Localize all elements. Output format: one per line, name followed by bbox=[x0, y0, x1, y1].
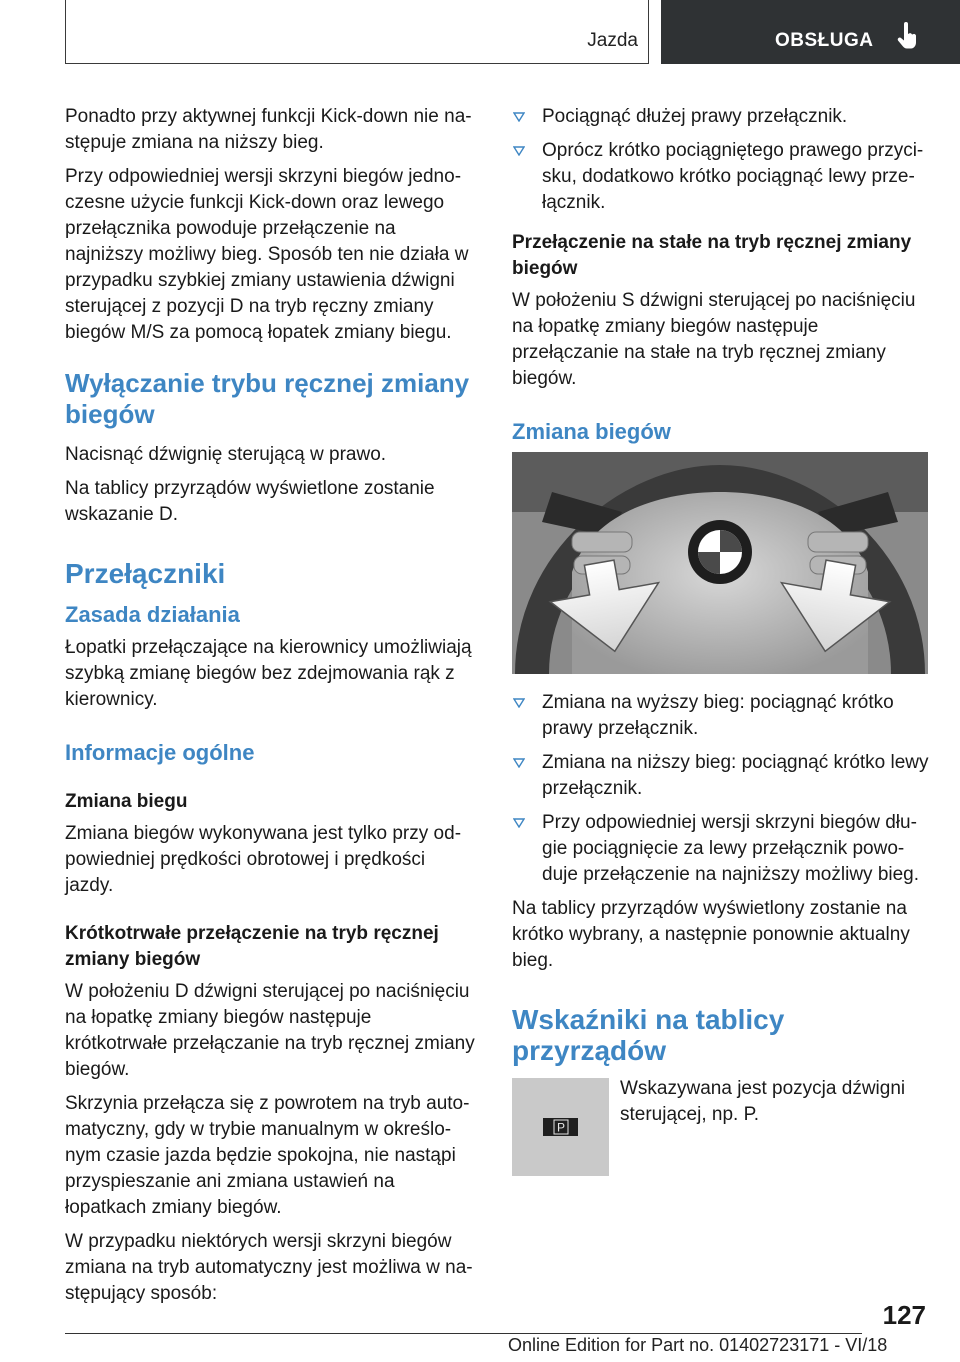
header-chapter-tab bbox=[661, 0, 960, 64]
page-number: 127 bbox=[882, 1300, 926, 1330]
triangle-bullet-icon bbox=[513, 818, 525, 828]
triangle-bullet-icon bbox=[513, 698, 525, 708]
right-column bbox=[512, 104, 930, 1178]
heading-principle: Zasada działania bbox=[65, 602, 240, 627]
list-item bbox=[512, 750, 930, 802]
heading-instrument-indicators: Wskaźniki na tablicy przyrządów bbox=[512, 1004, 785, 1066]
footer-divider bbox=[65, 1333, 862, 1334]
list-item-text: Zmiana na wyższy bieg: pociągnąć krótko prawy przełącznik. bbox=[542, 692, 894, 739]
paragraph: W przypadku niektórych wersji skrzyni biegów zmiana na tryb automatyczny jest możliwa w następujący sposób: bbox=[65, 1231, 473, 1304]
list-item-text: Przy odpowiedniej wersji skrzyni biegów długie pociągnięcie za lewy przełącznik powoduje przełączenie na najniższy możliwy bieg. bbox=[542, 812, 920, 885]
list-item-text: Zmiana na niższy bieg: pociągnąć krótko lewy przełącznik. bbox=[542, 752, 929, 799]
heading-general-info: Informacje ogólne bbox=[65, 740, 255, 765]
bullet-list bbox=[512, 104, 930, 216]
footer-edition: Online Edition for Part no. 01402723171 - VI/18 bbox=[508, 1335, 888, 1355]
list-item-text: Oprócz krótko pociągniętego prawego przycisku, dodatkowo krótko pociągnąć lewy przełącznik. bbox=[542, 140, 924, 213]
paragraph: Zmiana biegów wykonywana jest tylko przy odpowiedniej prędkości obrotowej i prędkości jazdy. bbox=[65, 823, 462, 896]
list-item-text: Pociągnąć dłużej prawy przełącznik. bbox=[542, 106, 848, 127]
indicator-description: Wskazywana jest pozycja dźwigni sterującej, np. P. bbox=[620, 1078, 906, 1125]
triangle-bullet-icon bbox=[513, 112, 525, 122]
triangle-bullet-icon bbox=[513, 146, 525, 156]
paragraph: Ponadto przy aktywnej funkcji Kick-down nie następuje zmiana na niższy bieg. bbox=[65, 106, 472, 153]
list-item bbox=[512, 104, 930, 130]
list-item bbox=[512, 690, 930, 742]
paragraph: Na tablicy przyrządów wyświetlony zostanie na krótko wybrany, a następnie ponownie aktualny bieg. bbox=[512, 898, 910, 971]
paragraph: W położeniu D dźwigni sterującej po naciśnięciu na łopatkę zmiany biegów następuje krótkotrwałe przełączanie na tryb ręcznej zmiany biegów. bbox=[65, 981, 475, 1080]
paragraph: W położeniu S dźwigni sterującej po naciśnięciu na łopatkę zmiany biegów następuje przełączanie na stałe na tryb ręcznej zmiany biegów. bbox=[512, 290, 916, 389]
paragraph: Na tablicy przyrządów wyświetlone zostanie wskazanie D. bbox=[65, 478, 435, 525]
hand-pointer-icon bbox=[897, 22, 919, 57]
heading-disable-manual: Wyłączanie trybu ręcznej zmiany biegów bbox=[65, 368, 470, 429]
header-section-title: Jazda bbox=[587, 30, 638, 51]
list-item bbox=[512, 138, 930, 216]
paragraph: Skrzynia przełącza się z powrotem na tryb automatyczny, gdy w trybie manualnym w określonym czasie jazda będzie spokojna, nie nastąpi przyspieszanie ani zmiana ustawień na łopatkach zmiany biegów. bbox=[65, 1093, 470, 1218]
steering-wheel-illustration bbox=[512, 452, 928, 674]
paragraph: Przy odpowiedniej wersji skrzyni biegów jednoczesne użycie funkcji Kick-down oraz lewego przełącznika powoduje przełączenie na najniższy możliwy bieg. Sposób ten nie działa w przypadku szybkiej zmiany ustawienia dźwigni sterującej z pozycji D na tryb ręczny zmiany biegów M/S za pomocą łopatek zmiany biegu. bbox=[65, 166, 469, 343]
list-item bbox=[512, 810, 930, 888]
bullet-list bbox=[512, 690, 930, 888]
left-column bbox=[65, 104, 477, 1315]
paragraph: Łopatki przełączające na kierownicy umożliwiają szybką zmianę biegów bez zdejmowania rąk z kierownicy. bbox=[65, 637, 472, 710]
heading-switches: Przełączniki bbox=[65, 558, 226, 589]
indicator-row bbox=[512, 1078, 930, 1178]
subheading-permanent-manual: Przełączenie na stałe na tryb ręcznej zmiany biegów bbox=[512, 232, 912, 279]
indicator-gear-letter: P bbox=[556, 1120, 566, 1135]
header-chapter-label: OBSŁUGA bbox=[775, 30, 874, 51]
subheading-gear-change: Zmiana biegu bbox=[65, 791, 188, 812]
subheading-short-manual: Krótkotrwałe przełączenie na tryb ręcznej zmiany biegów bbox=[65, 923, 439, 970]
header-section-box bbox=[65, 0, 649, 64]
heading-gear-change: Zmiana biegów bbox=[512, 419, 671, 444]
triangle-bullet-icon bbox=[513, 758, 525, 768]
paragraph: Nacisnąć dźwignię sterującą w prawo. bbox=[65, 444, 387, 465]
indicator-display-image bbox=[512, 1078, 609, 1176]
